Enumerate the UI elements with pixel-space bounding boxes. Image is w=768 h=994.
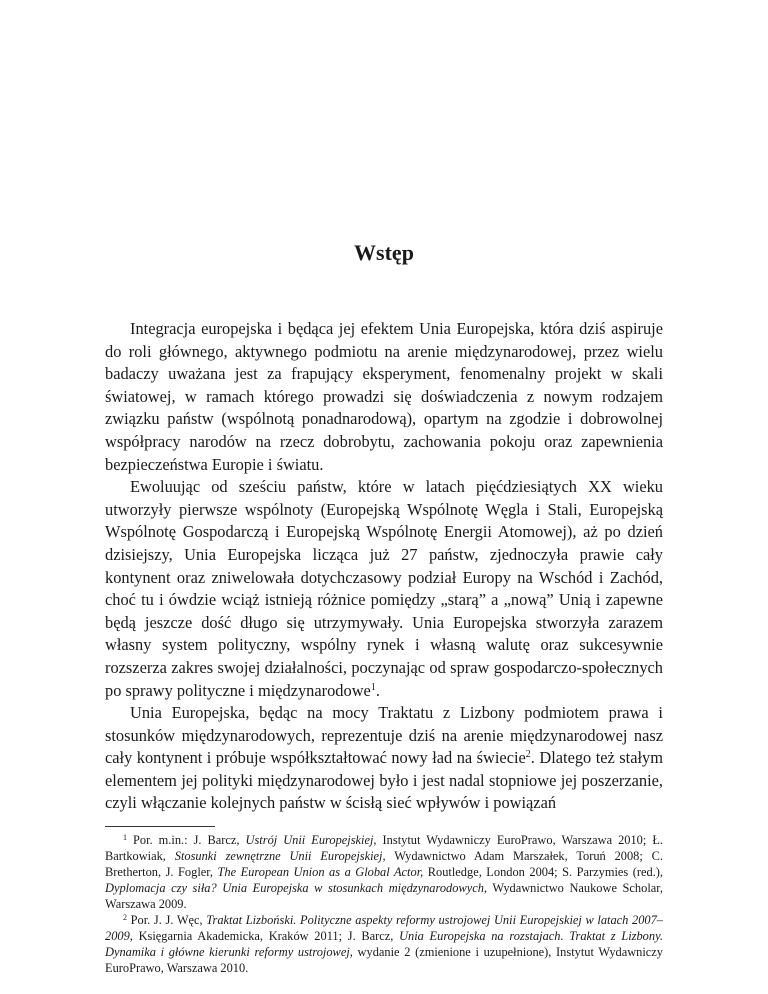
footnote-number: 2 (123, 913, 127, 922)
paragraph-text: Unia Europejska, będąc na mocy Traktatu z Lizbony podmiotem prawa i stosunków międzynarodowych, reprezentuje dziś na arenie międzynarodowej nasz cały kontynent i próbuje współkształtować nowy ład na świecie (105, 703, 663, 768)
paragraph (105, 318, 663, 476)
footnote-title: Stosunki zewnętrzne Unii Europejskiej, (174, 849, 386, 863)
footnote (105, 832, 663, 912)
footnote-text: , Wydawnictwo Naukowe Scholar, Warszawa 2009. (105, 881, 663, 911)
footnote-text: Księgarnia Akademicka, Kraków 2011; J. Barcz, (132, 929, 400, 943)
paragraph (105, 702, 663, 815)
paragraph (105, 476, 663, 702)
chapter-title: Wstęp (354, 240, 414, 265)
footnote-text: wydanie 2 (zmienione i uzupełnione), Instytut Wydawniczy EuroPrawo, Warszawa 2010. (105, 945, 663, 975)
paragraph-text-tail: . (375, 680, 380, 700)
footnote (105, 912, 663, 976)
footnote-reference[interactable]: 1 (370, 681, 376, 693)
body-text (105, 318, 663, 815)
footnote-number: 1 (123, 833, 127, 842)
paragraph-text-tail: . Dlatego też stałym elementem jej polityki międzynarodowej było i jest nadal stopniowe jej poszerzanie, czyli włączanie kolejnych państw w ścisłą sieć wpływów i powiązań (105, 748, 663, 813)
footnote-text: Routledge, London 2004; S. Parzymies (red.), (423, 865, 664, 879)
footnote-title: The European Union as a Global Actor, (217, 865, 424, 879)
footnote-reference[interactable]: 2 (525, 749, 531, 761)
footnote-title: Dyplomacja czy siła? Unia Europejska w stosunkach międzynarodowych (105, 881, 484, 895)
footnote-text: Wydawnictwo Adam Marszałek, Toruń 2008; C. Bretherton, J. Fogler, (105, 849, 663, 879)
paragraph-text: Integracja europejska i będąca jej efektem Unia Europejska, która dziś aspiruje do roli głównego, aktywnego podmiotu na arenie międzynarodowej, przez wielu badaczy uważana jest za frapujący eksperyment, fenomenalny projekt w skali światowej, w ramach którego prowadzi się doświadczenia z nowym rodzajem związku państw (wspólnotą ponadnarodową), opartym na zgodzie i dobrowolnej współpracy narodów na rzecz dobrobytu, zachowania pokoju oraz zapewnienia bezpieczeństwa Europie i światu. (105, 319, 663, 474)
paragraph-text: Ewoluując od sześciu państw, które w latach pięćdziesiątych XX wieku utworzyły pierwsze wspólnoty (Europejską Wspólnotę Węgla i Stali, Europejską Wspólnotę Gospodarczą i Europejską Wspólnotę Energii Atomowej), aż po dzień dzisiejszy, Unia Europejska licząca już 27 państw, zjednoczyła prawie cały kontynent oraz zniwelowała dotychczasowy podział Europy na Wschód i Zachód, choć tu i ówdzie wciąż istnieją różnice pomiędzy „starą” a „nową” Unią i zapewne będą jeszcze dość długo się utrzymywały. Unia Europejska stworzyła zarazem własny system polityczny, wspólny rynek i własną walutę oraz sukcesywnie rozszerza zakres swojej działalności, poczynając od spraw gospodarczo-społecznych po sprawy polityczne i międzynarodowe (105, 477, 663, 700)
footnote-text: Instytut Wydawniczy EuroPrawo, Warszawa 2010; Ł. Bartkowiak, (105, 833, 663, 863)
footnote-title: Ustrój Unii Europejskiej, (245, 833, 377, 847)
footnotes (105, 832, 663, 976)
footnote-divider (105, 826, 215, 827)
footnote-text: Por. m.in.: J. Barcz, (133, 833, 246, 847)
footnote-text: Por. J. J. Węc, (130, 913, 207, 927)
footnote-title: Unia Europejska na rozstajach. Traktat z Lizbony. Dynamika i główne kierunki reformy ustrojowej, (105, 929, 663, 959)
footnote-title: Traktat Lizboński. Polityczne aspekty reformy ustrojowej Unii Europejskiej w latach 2007–2009, (105, 913, 663, 943)
